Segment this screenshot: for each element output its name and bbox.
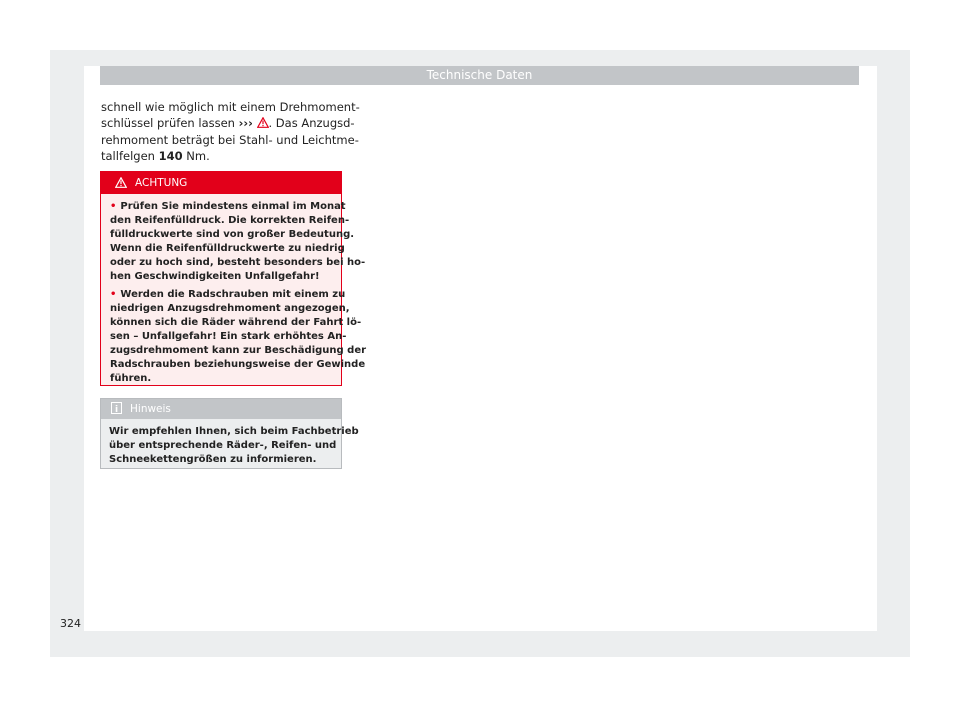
- warning-triangle-icon: [115, 177, 127, 188]
- warning-text: Prüfen Sie mindestens einmal im Monat: [120, 201, 346, 212]
- warning-line: Radschrauben beziehungsweise der Gewinde: [110, 359, 366, 370]
- body-line: [101, 148, 346, 164]
- warning-line: Wenn die Reifenfülldruckwerte zu niedrig: [110, 243, 345, 254]
- warning-line: [110, 200, 346, 214]
- note-body: [101, 419, 359, 467]
- warning-line: den Reifenfülldruck. Die korrekten Reifen-: [110, 215, 350, 226]
- warning-line: niedrigen Anzugsdrehmoment angezogen,: [110, 303, 350, 314]
- torque-value: 140: [158, 149, 183, 163]
- warning-body: [101, 194, 367, 386]
- body-text-fragment: Nm.: [182, 149, 210, 163]
- warning-header: [101, 172, 341, 194]
- note-box: [100, 398, 359, 469]
- body-line: [101, 115, 355, 132]
- note-line: Wir empfehlen Ihnen, sich beim Fachbetrieb: [109, 426, 359, 437]
- warning-icon: [257, 116, 269, 132]
- warning-line: sen – Unfallgefahr! Ein stark erhöhtes An-: [110, 331, 347, 342]
- note-title: Hinweis: [130, 403, 171, 415]
- body-text-fragment: tallfelgen: [101, 149, 159, 163]
- body-line: rehmoment beträgt bei Stahl- und Leichtme-: [101, 133, 359, 147]
- warning-line: führen.: [110, 373, 152, 384]
- note-line: über entsprechende Räder-, Reifen- und: [109, 440, 337, 451]
- warning-line: [110, 288, 346, 302]
- bullet-icon: •: [110, 289, 117, 300]
- warning-text: Werden die Radschrauben mit einem zu: [120, 289, 346, 300]
- warning-item: [110, 200, 366, 284]
- note-line: Schneekettengrößen zu informieren.: [109, 454, 317, 465]
- warning-line: hen Geschwindigkeiten Unfallgefahr!: [110, 271, 320, 282]
- body-line: schnell wie möglich mit einem Drehmoment-: [101, 100, 360, 114]
- section-title: Technische Daten: [426, 68, 533, 82]
- warning-line: fülldruckwerte sind von großer Bedeutung.: [110, 229, 355, 240]
- note-header: [101, 399, 341, 419]
- page-number: 324: [60, 617, 81, 630]
- warning-title: ACHTUNG: [135, 177, 188, 189]
- reference-arrows: ›››: [238, 116, 253, 130]
- warning-line: oder zu hoch sind, besteht besonders bei ho-: [110, 257, 366, 268]
- body-paragraph: [101, 99, 360, 164]
- bullet-icon: •: [110, 201, 117, 212]
- body-text-fragment: schlüssel prüfen lassen: [101, 116, 239, 130]
- warning-box: [100, 171, 367, 386]
- body-text-fragment: . Das Anzugsd-: [268, 116, 355, 130]
- warning-line: zugsdrehmoment kann zur Beschädigung der: [110, 345, 367, 356]
- warning-line: können sich die Räder während der Fahrt lö-: [110, 317, 362, 328]
- warning-item: [110, 288, 367, 386]
- info-icon: [111, 402, 122, 414]
- section-header: [100, 66, 859, 85]
